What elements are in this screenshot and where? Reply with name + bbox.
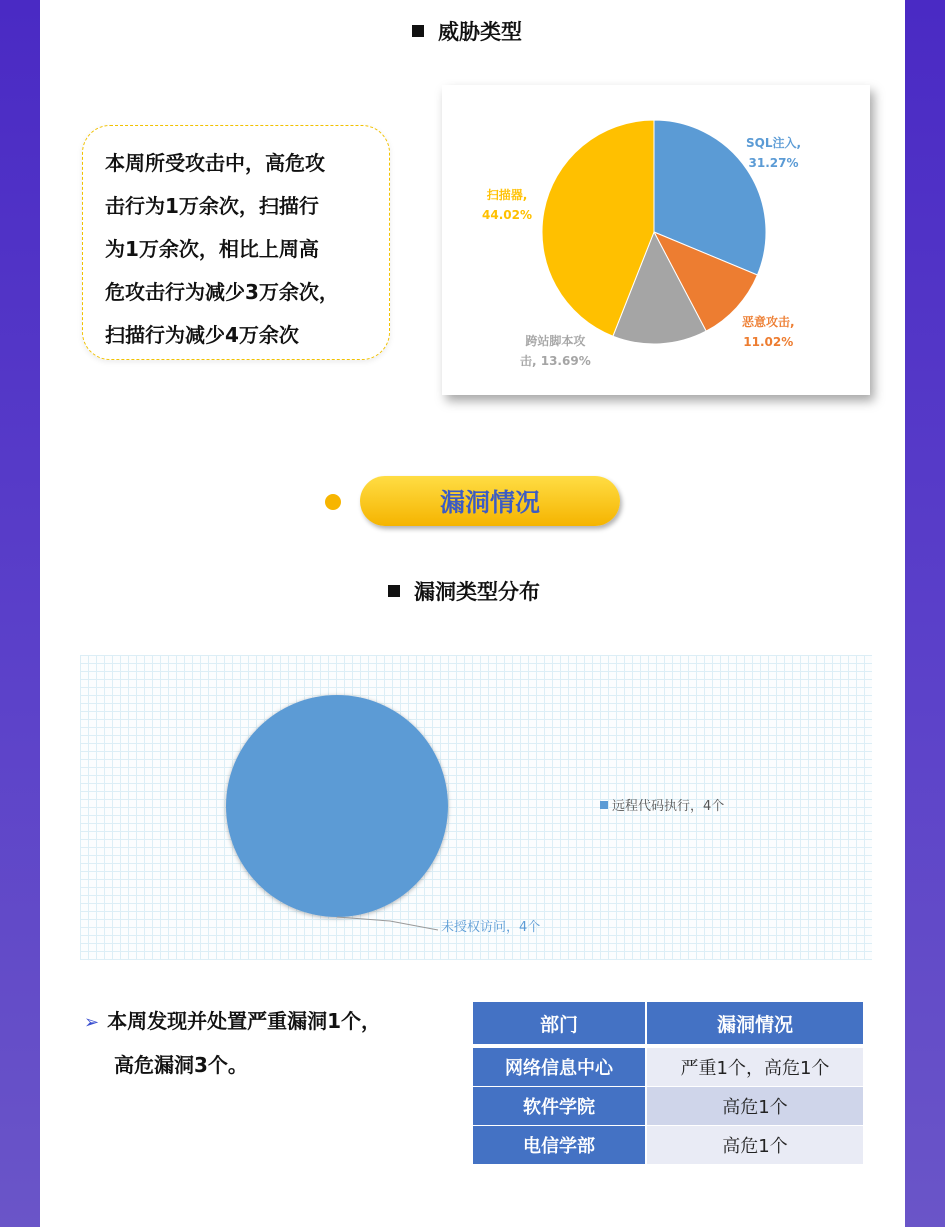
- status-cell: 严重1个，高危1个: [647, 1048, 865, 1087]
- table-header: 漏洞情况: [647, 1002, 865, 1048]
- banner-dot: [325, 494, 341, 510]
- summary-line: 为1万余次，相比上周高: [105, 237, 319, 261]
- dept-cell: 软件学院: [473, 1087, 647, 1126]
- table-row: [473, 1126, 865, 1165]
- pie-slice-rce: [226, 695, 448, 917]
- threat-pie-chart: [442, 85, 870, 395]
- summary-line: 扫描行为减少4万余次: [105, 323, 299, 347]
- vuln-pie-chart: [80, 655, 872, 960]
- legend-swatch: [600, 801, 608, 809]
- square-bullet-icon: [412, 25, 424, 37]
- vuln-dist-heading: [388, 576, 540, 606]
- vuln-banner: [360, 476, 620, 526]
- summary-line: 击行为1万余次，扫描行: [105, 194, 319, 218]
- square-bullet-icon: [388, 585, 400, 597]
- arrow-right-icon: ➢: [84, 1012, 100, 1033]
- data-label-sql: SQL注入, 31.27%: [746, 136, 802, 170]
- threat-type-heading: [412, 16, 522, 46]
- leader-line: [337, 917, 438, 930]
- summary-line: 危攻击行为减少3万余次，: [105, 280, 339, 304]
- findings-summary: [84, 1000, 464, 1087]
- data-label-unauthorized: 未授权访问，4个: [441, 920, 541, 935]
- data-label-scanner: 扫描器, 44.02%: [482, 188, 532, 222]
- dept-cell: 电信学部: [473, 1126, 647, 1165]
- findings-line: 高危漏洞3个。: [114, 1053, 248, 1077]
- vuln-dist-title: 漏洞类型分布: [414, 580, 540, 604]
- table-row: [473, 1048, 865, 1087]
- legend-item-rce: [600, 795, 724, 814]
- table-row: [473, 1087, 865, 1126]
- threat-pie-chart-card: [442, 85, 870, 395]
- table-header: 部门: [473, 1002, 647, 1048]
- summary-line: 本周所受攻击中，高危攻: [105, 151, 325, 175]
- status-cell: 高危1个: [647, 1087, 865, 1126]
- findings-line: 本周发现并处置严重漏洞1个，: [107, 1009, 382, 1033]
- data-label-xss: 跨站脚本攻 击, 13.69%: [520, 334, 591, 368]
- threat-type-title: 威胁类型: [438, 20, 522, 44]
- vuln-table: [473, 1002, 865, 1165]
- dept-cell: 网络信息中心: [473, 1048, 647, 1087]
- status-cell: 高危1个: [647, 1126, 865, 1165]
- vuln-pie-chart-area: [80, 655, 872, 960]
- legend-label: 远程代码执行，4个: [612, 799, 725, 814]
- data-label-malicious: 恶意攻击, 11.02%: [742, 315, 795, 349]
- vuln-banner-label: 漏洞情况: [439, 488, 540, 517]
- attack-summary-bubble: [82, 125, 390, 360]
